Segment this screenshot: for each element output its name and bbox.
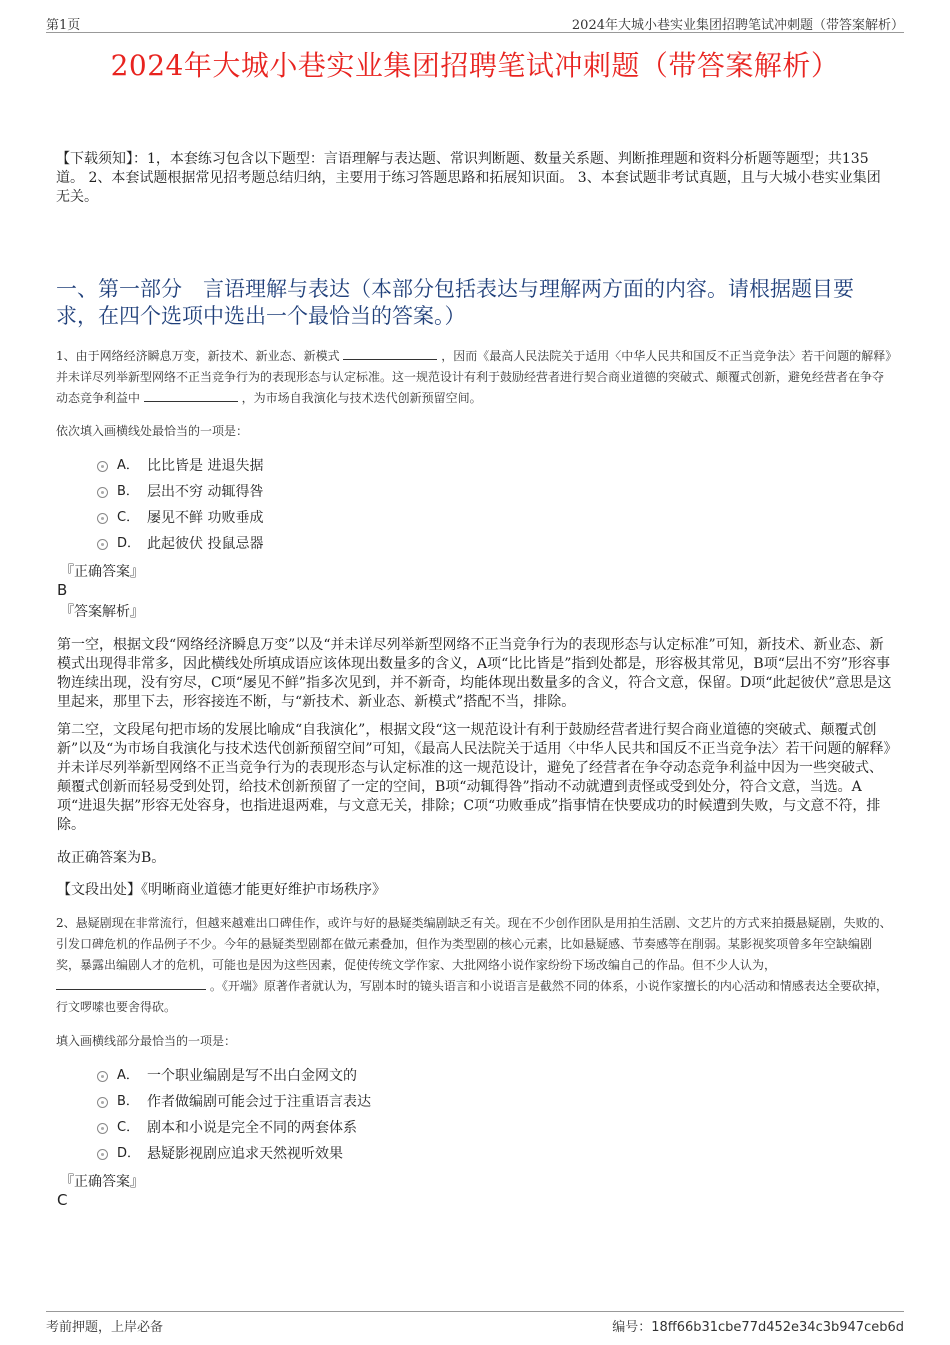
analysis-paragraph-1: 第一空，根据文段“网络经济瞬息万变”以及“并未详尽列举新型网络不正当竞争行为的表现形态与认定标准”可知，新技术、新业态、新模式出现得非常多，因此横线处所填成语应该体现出数量多的含义，A项“比比皆是”指到处都是，形容极其常见，B项“层出不穷”形容事物连续出现，没有穷尽，C项“屡见不鲜”指多次见到，并不新奇，均能体现出数量多的含义，符合文意，保留。D项“此起彼伏”意思是这里起来，那里下去，形容接连不断，与“新技术、新业态、新模式”搭配不当，排除。 bbox=[57, 637, 892, 710]
option-c[interactable] bbox=[97, 505, 263, 531]
page-footer bbox=[46, 1311, 904, 1334]
radio-icon[interactable] bbox=[97, 1123, 108, 1134]
fill-blank bbox=[144, 389, 238, 402]
analysis-label: 『答案解析』 bbox=[60, 604, 144, 620]
option-d[interactable] bbox=[97, 1141, 371, 1167]
radio-icon[interactable] bbox=[97, 1149, 108, 1160]
section-heading: 一、第一部分 言语理解与表达（本部分包括表达与理解两方面的内容。请根据题目要求，在四个选项中选出一个最恰当的答案。） bbox=[56, 277, 854, 328]
question-2-prompt: 填入画横线部分最恰当的一项是： bbox=[56, 1034, 237, 1048]
option-letter: D． bbox=[117, 1146, 141, 1161]
question-1-prompt: 依次填入画横线处最恰当的一项是： bbox=[56, 424, 249, 438]
option-c[interactable] bbox=[97, 1115, 371, 1141]
fill-blank bbox=[56, 977, 206, 990]
radio-icon[interactable] bbox=[97, 539, 108, 550]
option-a[interactable] bbox=[97, 1063, 371, 1089]
option-text: 悬疑影视剧应追求天然视听效果 bbox=[147, 1146, 343, 1162]
footer-slogan: 考前押题，上岸必备 bbox=[46, 1320, 164, 1335]
option-text: 屡见不鲜 功败垂成 bbox=[147, 510, 264, 526]
header-doc-title: 2024年大城小巷实业集团招聘笔试冲刺题（带答案解析） bbox=[571, 18, 904, 33]
q2-text-part2: 。《开端》原著作者就认为，写剧本时的镜头语言和小说语言是截然不同的体系，小说作家擅长的内心活动和情感表达全要砍掉，行文啰嗦也要舍得砍。 bbox=[56, 979, 888, 1014]
question-1-text bbox=[56, 346, 892, 409]
fill-blank bbox=[343, 347, 437, 360]
question-2-options bbox=[97, 1063, 371, 1167]
option-text: 剧本和小说是完全不同的两套体系 bbox=[147, 1120, 357, 1136]
q1-text-part3: ，为市场自我演化与技术迭代创新预留空间。 bbox=[241, 391, 482, 405]
download-notice: 【下载须知】：1，本套练习包含以下题型：言语理解与表达题、常识判断题、数量关系题、判断推理题和资料分析题等题型；共135道。 2、本套试题根据常见招考题总结归纳，主要用于练习答题思路和拓展知识面。 3、本套试题非考试真题，且与大城小巷实业集团无关。 bbox=[56, 151, 881, 205]
option-letter: D． bbox=[117, 536, 141, 551]
answer-label: 『正确答案』 bbox=[60, 1174, 144, 1190]
analysis-conclusion: 故正确答案为B。 bbox=[57, 850, 166, 866]
radio-icon[interactable] bbox=[97, 1097, 108, 1108]
option-b[interactable] bbox=[97, 479, 263, 505]
q1-text-part2: ，因而《最高人民法院关于适用〈中华人民共和国反不正当竞争法〉若干问题的解释》并未详尽列举新型网络不正当竞争行为的表现形态与认定标准。这一规范设计有利于鼓励经营者进行契合商业道德的突破式、颠覆式创新，避免经营者在争夺动态竞争利益中 bbox=[56, 349, 892, 405]
page-header bbox=[46, 14, 904, 33]
radio-icon[interactable] bbox=[97, 487, 108, 498]
option-letter: A． bbox=[117, 1068, 139, 1083]
question-1-options bbox=[97, 453, 263, 557]
question-2-text bbox=[56, 913, 892, 1018]
radio-icon[interactable] bbox=[97, 461, 108, 472]
option-letter: A． bbox=[117, 458, 139, 473]
page-number: 第1页 bbox=[46, 18, 81, 33]
radio-icon[interactable] bbox=[97, 1071, 108, 1082]
correct-answer: C bbox=[57, 1191, 68, 1209]
option-letter: B． bbox=[117, 1094, 139, 1109]
q1-text-part1: 1、由于网络经济瞬息万变，新技术、新业态、新模式 bbox=[56, 349, 340, 363]
option-letter: C． bbox=[117, 510, 140, 525]
analysis-paragraph-2: 第二空，文段尾句把市场的发展比喻成“自我演化”，根据文段“这一规范设计有利于鼓励经营者进行契合商业道德的突破式、颠覆式创新”以及“为市场自我演化与技术迭代创新预留空间”可知，《最高人民法院关于适用〈中华人民共和国反不正当竞争法〉若干问题的解释》并未详尽列举新型网络不正当竞争行为的表现形态与认定标准的这一规范设计，避免了经营者在争夺动态竞争利益中因为一些突破式、颠覆式创新而轻易受到处罚，给技术创新预留了一定的空间，B项“动辄得咎”指动不动就遭到责怪或受到处分，符合文意，当选。A项“进退失据”形容无处容身，也指进退两难，与文意无关，排除；C项“功败垂成”指事情在快要成功的时候遭到失败，与文意不符，排除。 bbox=[57, 722, 891, 833]
option-text: 层出不穷 动辄得咎 bbox=[147, 484, 264, 500]
option-d[interactable] bbox=[97, 531, 263, 557]
footer-code: 18ff66b31cbe77d452e34c3b947ceb6d bbox=[651, 1320, 904, 1335]
option-text: 作者做编剧可能会过于注重语言表达 bbox=[147, 1094, 371, 1110]
q2-text-part1: 2、悬疑剧现在非常流行，但越来越难出口碑佳作，或许与好的悬疑类编剧缺乏有关。现在不少创作团队是用拍生活剧、文艺片的方式来拍摄悬疑剧，失败的、引发口碑危机的作品例子不少。今年的悬疑类型剧都在做元素叠加，但作为类型剧的核心元素，比如悬疑感、节奏感等在削弱。某影视奖项曾多年空缺编剧奖，暴露出编剧人才的危机，可能也是因为这些因素，促使传统文学作家、大批网络小说作家纷纷下场改编自己的作品。但不少人认为， bbox=[56, 916, 892, 972]
document-title: 2024年大城小巷实业集团招聘笔试冲刺题（带答案解析） bbox=[110, 49, 840, 82]
option-a[interactable] bbox=[97, 453, 263, 479]
option-letter: C． bbox=[117, 1120, 140, 1135]
option-b[interactable] bbox=[97, 1089, 371, 1115]
radio-icon[interactable] bbox=[97, 513, 108, 524]
option-text: 一个职业编剧是写不出白金网文的 bbox=[147, 1068, 357, 1084]
correct-answer: B bbox=[57, 581, 68, 599]
text-source: 【文段出处】《明晰商业道德才能更好维护市场秩序》 bbox=[57, 882, 386, 898]
footer-code-block bbox=[612, 1316, 904, 1335]
option-text: 比比皆是 进退失据 bbox=[147, 458, 264, 474]
answer-label: 『正确答案』 bbox=[60, 564, 144, 580]
footer-code-label: 编号： bbox=[612, 1320, 652, 1335]
option-text: 此起彼伏 投鼠忌器 bbox=[147, 536, 264, 552]
option-letter: B． bbox=[117, 484, 139, 499]
